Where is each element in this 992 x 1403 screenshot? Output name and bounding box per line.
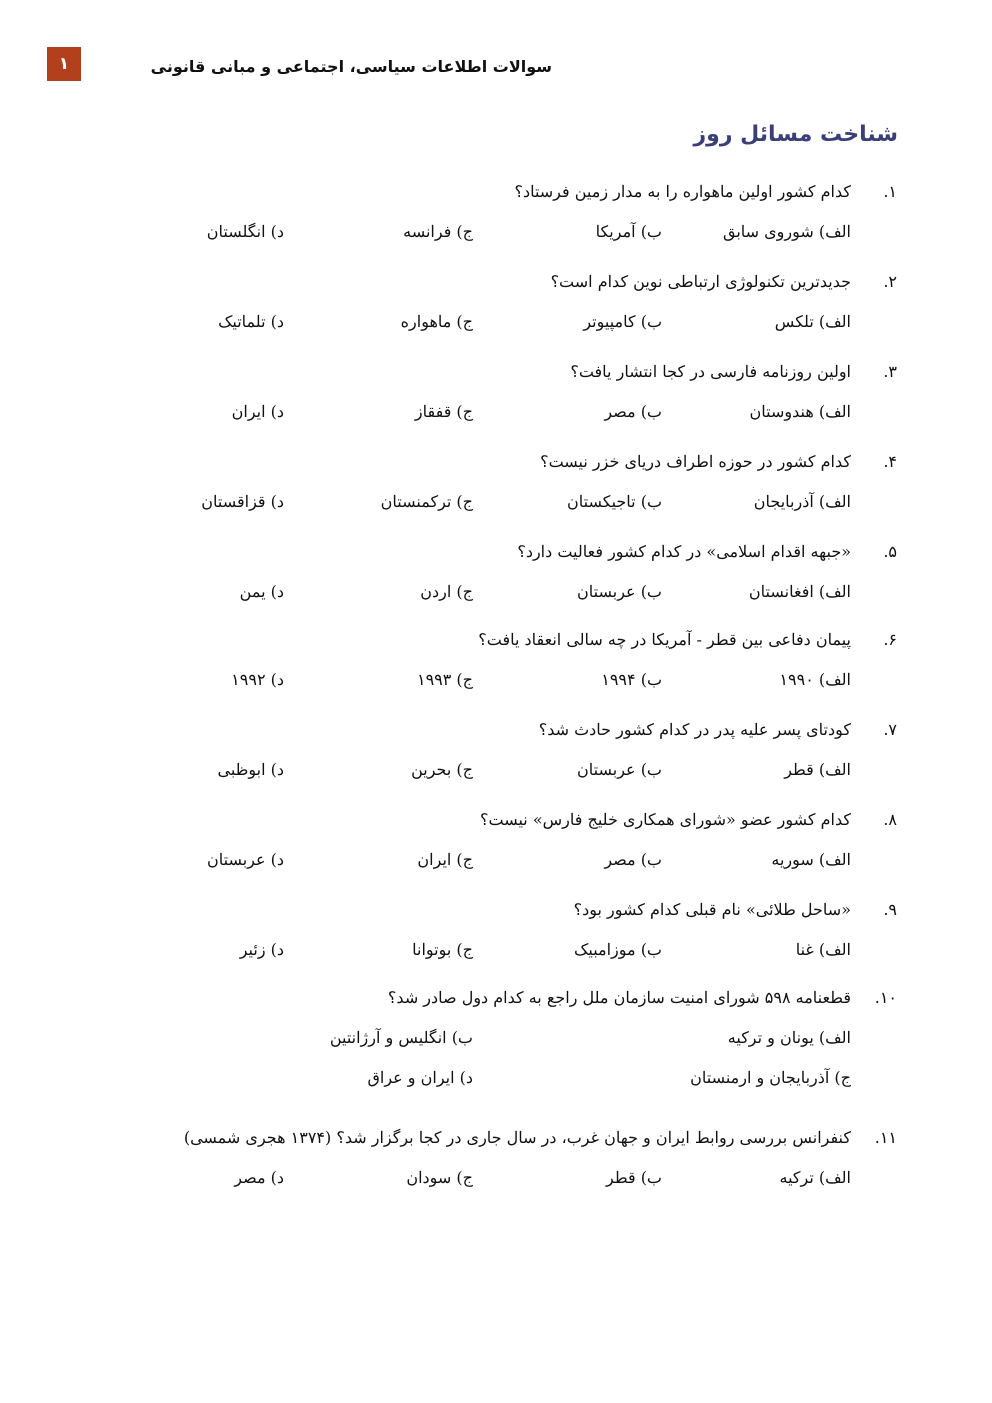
question-text: کنفرانس بررسی روابط ایران و جهان غرب، در سال جاری در کجا برگزار شد؟ (۱۳۷۴ هجری شمسی) [183, 1128, 851, 1147]
answer-option: ج) فرانسه [403, 222, 473, 241]
answer-option: د) زئیر [239, 940, 284, 959]
answer-option: ج) ۱۹۹۳ [416, 670, 473, 689]
question-number: ۱. [883, 182, 897, 201]
answer-option: ب) قطر [606, 1168, 662, 1187]
answer-option: ب) مصر [604, 850, 662, 869]
question-number: ۱۱. [874, 1128, 897, 1147]
question-text: کدام کشور در حوزه اطراف دریای خزر نیست؟ [540, 452, 851, 471]
answer-option: ب) آمریکا [595, 222, 662, 241]
question-number: ۵. [883, 542, 897, 561]
answer-option: الف) ۱۹۹۰ [779, 670, 851, 689]
answer-option: الف) سوریه [771, 850, 851, 869]
answer-option: ب) ۱۹۹۴ [601, 670, 662, 689]
question-text: کودتای پسر علیه پدر در کدام کشور حادث شد؟ [538, 720, 851, 739]
answer-option: د) تلماتیک [218, 312, 284, 331]
question-text: کدام کشور اولین ماهواره را به مدار زمین فرستاد؟ [514, 182, 851, 201]
question-text: جدیدترین تکنولوژی ارتباطی نوین کدام است؟ [550, 272, 851, 291]
answer-option: الف) شوروی سابق [722, 222, 851, 241]
page-number-badge: ۱ [47, 47, 81, 81]
answer-option: د) یمن [239, 582, 284, 601]
section-title: شناخت مسائل روز [693, 122, 898, 147]
question-text: قطعنامه ۵۹۸ شورای امنیت سازمان ملل راجع به کدام دول صادر شد؟ [387, 988, 851, 1007]
question-text: پیمان دفاعی بین قطر - آمریکا در چه سالی انعقاد یافت؟ [478, 630, 851, 649]
question-number: ۶. [883, 630, 897, 649]
question-text: «ساحل طلائی» نام قبلی کدام کشور بود؟ [573, 900, 851, 919]
question-number: ۸. [883, 810, 897, 829]
answer-option: د) انگلستان [206, 222, 284, 241]
answer-option: د) عربستان [206, 850, 284, 869]
answer-option: الف) آذربایجان [753, 492, 851, 511]
answer-option: ب) کامپیوتر [583, 312, 662, 331]
question-number: ۷. [883, 720, 897, 739]
answer-option: الف) افغانستان [748, 582, 851, 601]
answer-option: ج) اردن [420, 582, 473, 601]
answer-option: ج) ترکمنستان [380, 492, 473, 511]
answer-option: الف) تلکس [774, 312, 851, 331]
answer-option: الف) یونان و ترکیه [727, 1028, 851, 1047]
answer-option: ب) موزامبیک [574, 940, 662, 959]
question-number: ۴. [883, 452, 897, 471]
answer-option: ج) ماهواره [400, 312, 473, 331]
answer-option: ج) آذربایجان و ارمنستان [690, 1068, 851, 1087]
question-text: «جبهه اقدام اسلامی» در کدام کشور فعالیت دارد؟ [517, 542, 851, 561]
answer-option: ج) ایران [417, 850, 473, 869]
answer-option: د) ابوظبی [217, 760, 284, 779]
answer-option: د) قزاقستان [201, 492, 284, 511]
answer-option: ب) انگلیس و آرژانتین [329, 1028, 473, 1047]
answer-option: ب) تاجیکستان [567, 492, 662, 511]
question-number: ۲. [883, 272, 897, 291]
answer-option: ج) بوتوانا [412, 940, 473, 959]
answer-option: الف) غنا [795, 940, 851, 959]
answer-option: ج) قفقاز [414, 402, 473, 421]
answer-option: الف) ترکیه [779, 1168, 851, 1187]
question-number: ۱۰. [874, 988, 897, 1007]
answer-option: ج) سودان [406, 1168, 473, 1187]
answer-option: الف) هندوستان [749, 402, 851, 421]
question-number: ۹. [883, 900, 897, 919]
answer-option: د) ایران و عراق [367, 1068, 473, 1087]
answer-option: الف) قطر [784, 760, 851, 779]
question-text: کدام کشور عضو «شورای همکاری خلیج فارس» نیست؟ [479, 810, 851, 829]
answer-option: ب) مصر [604, 402, 662, 421]
answer-option: د) مصر [234, 1168, 284, 1187]
answer-option: د) ایران [231, 402, 284, 421]
book-title: سوالات اطلاعات سیاسی، اجتماعی و مبانی قانونی [150, 57, 552, 76]
answer-option: د) ۱۹۹۲ [231, 670, 284, 689]
answer-option: ج) بحرین [411, 760, 473, 779]
question-text: اولین روزنامه فارسی در کجا انتشار یافت؟ [570, 362, 851, 381]
answer-option: ب) عربستان [577, 582, 662, 601]
answer-option: ب) عربستان [577, 760, 662, 779]
question-number: ۳. [883, 362, 897, 381]
